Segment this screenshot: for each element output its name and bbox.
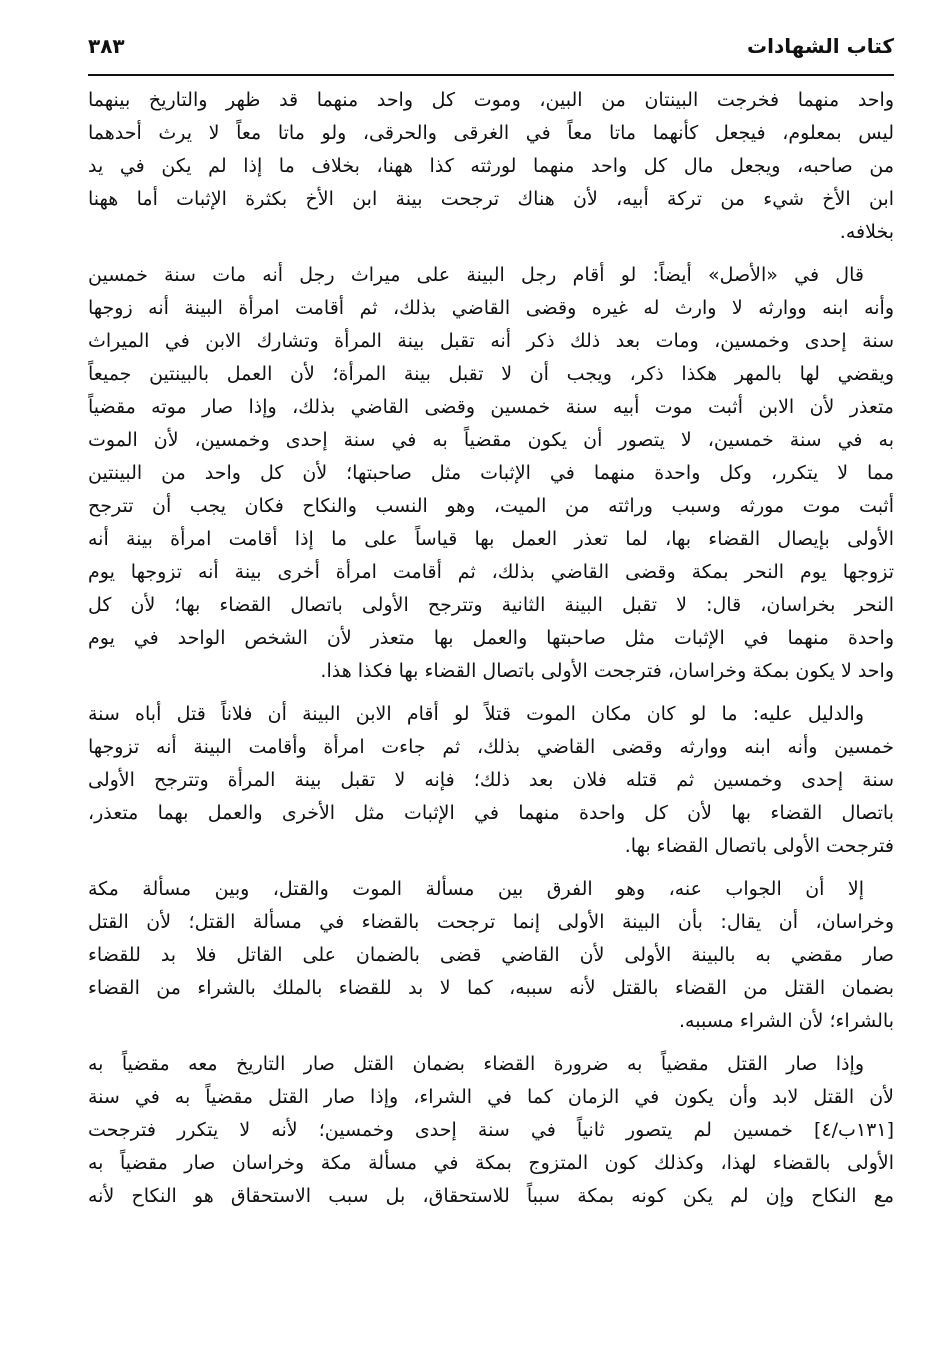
text-line: وخراسان، أن يقال: بأن البينة الأولى إنما ترجحت بالقضاء في مسألة القتل؛ لأن القتل [88,911,894,933]
text-line: النحر بخراسان، قال: لا تقبل البينة الثانية وتترجح الأولى باتصال القضاء بها؛ لأن كل [88,594,894,616]
page-number: ٣٨٣ [88,34,125,58]
text-line: من صاحبه، ويجعل مال كل واحد منهما لورثته كذا ههنا، بخلاف ما إذا لم يكن في يد [88,155,894,177]
text-line: إلا أن الجواب عنه، وهو الفرق بين مسألة الموت والقتل، وبين مسألة مكة [88,878,864,900]
text-line: بالشراء؛ لأن الشراء مسببه. [679,1010,894,1032]
paragraph [88,873,894,1038]
text-line: [١٣١ب/٤] خمسين لم يتصور ثانياً في سنة إحدى وخمسين؛ لأنه لا يتكرر فترجحت [88,1119,894,1141]
text-line: خمسين وأنه ابنه ووارثه وقضى القاضي بذلك، ثم جاءت امرأة وأقامت البينة أنه تزوجها [88,736,894,758]
text-line: واحد لا يكون بمكة وخراسان، فترجحت الأولى باتصال القضاء بها فكذا هذا. [320,660,894,682]
text-line: سنة إحدى وخمسين، ومات بعد ذلك ذكر أنه تقبل بينة المرأة وتشارك الابن في الميراث [88,330,894,352]
text-line: ليس بمعلوم، فيجعل كأنهما ماتا معاً في الغرقى والحرقى، ولو ماتا معاً لا يرث أحدهما [88,122,894,144]
text-line: ابن الأخ شيء من تركة أبيه، لأن هناك ترجحت بينة ابن الأخ بكثرة الإثبات أما ههنا [88,188,894,210]
text-line: مما لا يتكرر، وكل واحدة منهما في الإثبات مثل صاحبتها؛ لأن كل واحد من البينتين [88,462,894,484]
text-line: فترجحت الأولى باتصال القضاء بها. [624,835,894,857]
text-line: واحد منهما فخرجت البينتان من البين، وموت كل واحد منهما قد ظهر والتاريخ بينهما [88,89,894,111]
text-line: أثبت موت مورثه وسبب وراثته من الميت، وهو النسب والنكاح فكان يجب أن تترجح [88,495,894,517]
paragraph [88,1048,894,1213]
page-body [88,84,894,1223]
text-line: الأولى بالقضاء لهذا، وكذلك كون المتزوج بمكة في مسألة مكة وخراسان صار مقضياً به [88,1152,894,1174]
paragraph [88,84,894,249]
text-line: صار مقضي به بالبينة الأولى لأن القاضي قضى بالضمان على القاتل فلا بد للقضاء [88,944,894,966]
text-line: وأنه ابنه ووارثه لا وارث له غيره وقضى القاضي بذلك، ثم أقامت امرأة البينة أنه زوجها [88,297,894,319]
text-line: قال في «الأصل» أيضاً: لو أقام رجل البينة على ميراث رجل أنه مات سنة خمسين [88,264,864,286]
text-line: بضمان القتل من القضاء بالقتل لأنه سببه، كما لا بد للقضاء بالملك بالشراء من القضاء [88,977,894,999]
text-line: تزوجها يوم النحر بمكة وقضى القاضي بذلك، ثم أقامت امرأة أخرى بينة أنه تزوجها يوم [88,561,894,583]
paragraph [88,698,894,863]
text-line: متعذر لأن الابن أثبت موت أبيه سنة خمسين وقضى القاضي بذلك، وإذا صار موته مقضياً [88,396,894,418]
text-line: واحدة منهما في الإثبات مثل صاحبتها والعمل بها متعذر لأن الشخص الواحد في يوم [88,627,894,649]
text-line: والدليل عليه: ما لو كان مكان الموت قتلاً لو أقام الابن البينة أن فلاناً قتل أباه سنة [88,703,864,725]
text-line: لأن القتل لابد وأن يكون في الزمان كما في الشراء، وإذا صار القتل مقضياً به في سنة [88,1086,894,1108]
text-line: به في سنة خمسين، لا يتصور أن يكون مقضياً به في سنة إحدى وخمسين، لأن الموت [88,429,894,451]
paragraph [88,259,894,688]
chapter-title: كتاب الشهادات [746,34,894,58]
header-rule [88,74,894,76]
text-line: الأولى بإيصال القضاء بها، لما تعذر العمل بها قياساً على ما إذا أقامت امرأة بينة أنه [88,528,894,550]
text-line: بخلافه. [839,221,894,243]
text-line: وإذا صار القتل مقضياً به ضرورة القضاء بضمان القتل صار التاريخ معه مقضياً به [88,1053,864,1075]
running-header [88,30,894,66]
text-line: ويقضي لها بالمهر هكذا ذكر، ويجب أن لا تقبل بينة المرأة؛ لأن العمل بالبينتين جميعاً [88,363,894,385]
text-line: مع النكاح وإن لم يكن كونه بمكة سبباً للاستحقاق، بل سبب الاستحقاق هو النكاح لأنه [88,1185,894,1207]
text-line: باتصال القضاء بها لأن كل واحدة منهما في الإثبات مثل الأخرى والعمل بهما متعذر، [88,802,894,824]
text-line: سنة إحدى وخمسين ثم قتله فلان بعد ذلك؛ فإنه لا تقبل بينة المرأة وتترجح الأولى [88,769,894,791]
